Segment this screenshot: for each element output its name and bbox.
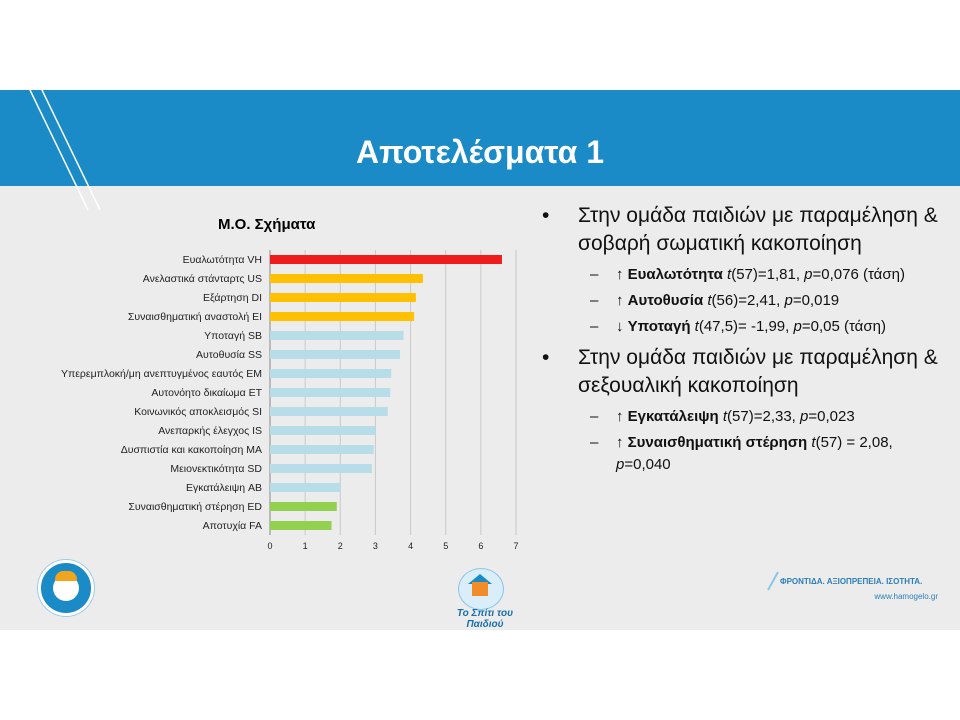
slide-title: Αποτελέσματα 1 [356,134,604,170]
logo-center-text: Το Σπίτι του Παιδιού [456,608,514,630]
sub-bullet-list [540,406,940,476]
x-tick-label: 7 [513,541,519,551]
house-children-logo-icon [440,568,530,628]
bar-chart [0,240,530,565]
slide [0,90,960,630]
arrow-up-icon: ↑ [616,266,624,283]
bar [270,502,337,511]
bar [270,426,375,435]
category-label: Εξάρτηση DI [202,292,262,304]
bullet-text: Στην ομάδα παιδιών με παραμέληση & σοβαρή σωματική κακοποίηση [578,204,938,255]
bar [270,312,414,321]
category-label: Αποτυχία FA [202,520,262,532]
category-label: Κοινωνικός αποκλεισμός SI [134,406,262,418]
dash-icon: – [590,434,599,451]
category-label: Ανελαστικά στάνταρτς US [142,273,262,285]
bullet-item [540,344,940,400]
category-label: Ευαλωτότητα VH [182,254,262,266]
sub-bullet-list [540,264,940,338]
bar [270,255,502,264]
x-tick-label: 3 [372,541,378,551]
arrow-up-icon: ↑ [616,292,624,309]
arrow-up-icon: ↑ [616,434,624,451]
bar [270,521,332,530]
x-tick-label: 1 [302,541,308,551]
footer-slogan: ΦΡΟΝΤΙΔΑ. ΑΞΙΟΠΡΕΠΕΙΑ. ΙΣΟΤΗΤΑ. [780,577,923,586]
category-label: Υπερεμπλοκή/μη ανεπτυγμένος εαυτός EM [60,368,262,380]
chart-title: Μ.Ο. Σχήματα [218,216,316,233]
sub-bullet-term: Υποταγή [627,318,691,335]
dash-icon: – [590,292,599,309]
bullet-item [540,202,940,258]
bar [270,293,416,302]
category-label: Εγκατάλειψη AB [185,482,262,494]
sub-bullet-item [540,432,940,476]
dash-icon: – [590,408,599,425]
bar [270,407,388,416]
category-label: Αυτονόητο δικαίωμα ET [151,387,262,399]
category-label: Ανεπαρκής έλεγχος IS [158,425,262,437]
bar [270,388,390,397]
x-tick-label: 0 [267,541,273,551]
bullet-dot-icon: • [542,204,550,227]
footer-mark-icon [766,570,780,592]
dash-icon: – [590,266,599,283]
dash-icon: – [590,318,599,335]
sub-bullet-stats: t(57)=2,33, p=0,023 [722,408,855,425]
sub-bullet-term: Αυτοθυσία [627,292,704,309]
bullet-list [540,202,940,482]
bar [270,274,423,283]
arrow-down-icon: ↓ [616,318,624,335]
bar [270,331,404,340]
sub-bullet-stats: t(56)=2,41, p=0,019 [707,292,840,309]
sub-bullet-stats: t(57) = 2,08, p=0,040 [616,434,893,473]
sub-bullet-term: Ευαλωτότητα [627,266,723,283]
footer [780,577,938,601]
x-tick-label: 4 [408,541,414,551]
x-tick-label: 2 [337,541,343,551]
bar [270,369,391,378]
sub-bullet-item [540,264,940,286]
category-label: Μειονεκτικότητα SD [170,463,262,475]
bullet-dot-icon: • [542,346,550,369]
smile-child-logo-icon [38,560,94,616]
bar [270,445,374,454]
sub-bullet-item [540,316,940,338]
category-label: Συναισθηματική στέρηση ED [128,501,262,513]
bullet-text: Στην ομάδα παιδιών με παραμέληση & σεξουαλική κακοποίηση [578,346,938,397]
footer-url: www.hamogelo.gr [874,592,938,601]
arrow-up-icon: ↑ [616,408,624,425]
bar [270,464,372,473]
sub-bullet-term: Εγκατάλειψη [627,408,719,425]
sub-bullet-term: Συναισθηματική στέρηση [627,434,808,451]
bar [270,483,340,492]
sub-bullet-item [540,406,940,428]
x-tick-label: 6 [478,541,484,551]
category-label: Υποταγή SB [204,330,262,342]
bar [270,350,400,359]
category-label: Συναισθηματική αναστολή EI [127,311,262,323]
category-label: Αυτοθυσία SS [196,349,262,361]
sub-bullet-item [540,290,940,312]
sub-bullet-stats: t(57)=1,81, p=0,076 (τάση) [727,266,905,283]
sub-bullet-stats: t(47,5)= -1,99, p=0,05 (τάση) [694,318,886,335]
category-label: Δυσπιστία και κακοποίηση MA [120,444,262,456]
x-tick-label: 5 [443,541,449,551]
